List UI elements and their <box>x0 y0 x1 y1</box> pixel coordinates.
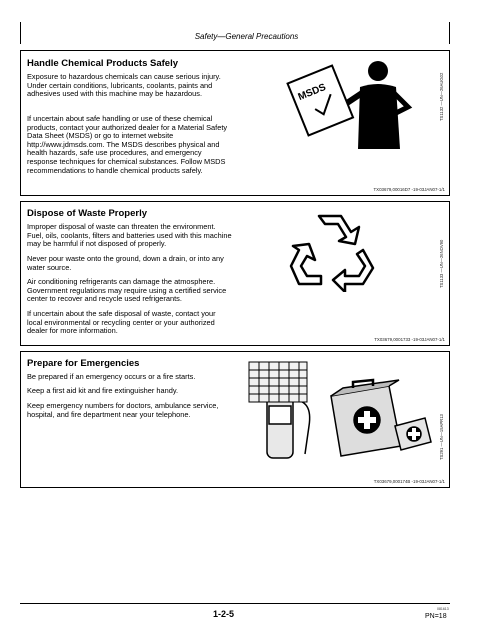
reference-code: TX03679,000174B -19-03JAN07-1/1 <box>373 479 445 484</box>
section-paragraph: If uncertain about safe handling or use of these chemical products, contact your authorized dealer for a Material Safety Data Sheet (MSDS) or go to internet website http://www.jdmsds.com. The MSDS describes physical and health hazards, safe use procedures, and emergency response techniques for chemical substances. Follow MSDS recommendations to handle chemical products safely. <box>27 114 228 175</box>
reference-code: TX03679,0001733 -19-03JAN07-1/1 <box>374 337 445 342</box>
image-code: TS1133 —UN—26NOV90 <box>439 239 444 288</box>
section-dispose-waste <box>20 201 450 346</box>
section-paragraph: Improper disposal of waste can threaten the environment. Fuel, oils, coolants, filters and batteries used with this machine may be harmful if not disposed of properly. <box>27 222 232 249</box>
image-code: TS291 —UN—15APR13 <box>439 414 444 460</box>
section-title: Handle Chemical Products Safely <box>27 58 178 69</box>
msds-illustration <box>276 57 416 149</box>
footer-date-code: 081613 <box>437 607 449 611</box>
msds-label: MSDS <box>296 81 328 103</box>
recycle-icon <box>289 208 379 292</box>
section-chemical-products <box>20 50 450 196</box>
reference-code: TX03679,00016D7 -19-03JAN07-1/1 <box>373 187 445 192</box>
footer-rule <box>20 603 450 604</box>
page-number: 1-2-5 <box>213 609 235 619</box>
section-paragraph: Never pour waste onto the ground, down a drain, or into any water source. <box>27 254 224 272</box>
section-paragraph: Keep a first aid kit and fire extinguisher handy. <box>27 386 179 395</box>
image-code: TS1132 —UN—26AUG02 <box>439 72 444 121</box>
section-paragraph: If uncertain about the safe disposal of waste, contact your local environmental or recycling center or your authorized dealer for more information. <box>27 309 216 336</box>
section-paragraph: Exposure to hazardous chemicals can cause serious injury. Under certain conditions, lubricants, coolants, paints and adhesives used with this machine may be hazardous. <box>27 72 221 99</box>
section-paragraph: Be prepared if an emergency occurs or a fire starts. <box>27 372 196 381</box>
section-paragraph: Air conditioning refrigerants can damage the atmosphere. Government regulations may require using a certified service center to recover and recycle used refrigerants. <box>27 277 227 304</box>
section-title: Dispose of Waste Properly <box>27 208 148 219</box>
emergency-kit-illustration <box>243 356 433 462</box>
section-paragraph: Keep emergency numbers for doctors, ambulance service, hospital, and fire department near your telephone. <box>27 401 219 419</box>
section-title: Prepare for Emergencies <box>27 358 140 369</box>
section-prepare-emergencies <box>20 351 450 488</box>
footer-pn: PN=18 <box>425 613 447 620</box>
page-header-title: Safety—General Precautions <box>194 32 299 41</box>
